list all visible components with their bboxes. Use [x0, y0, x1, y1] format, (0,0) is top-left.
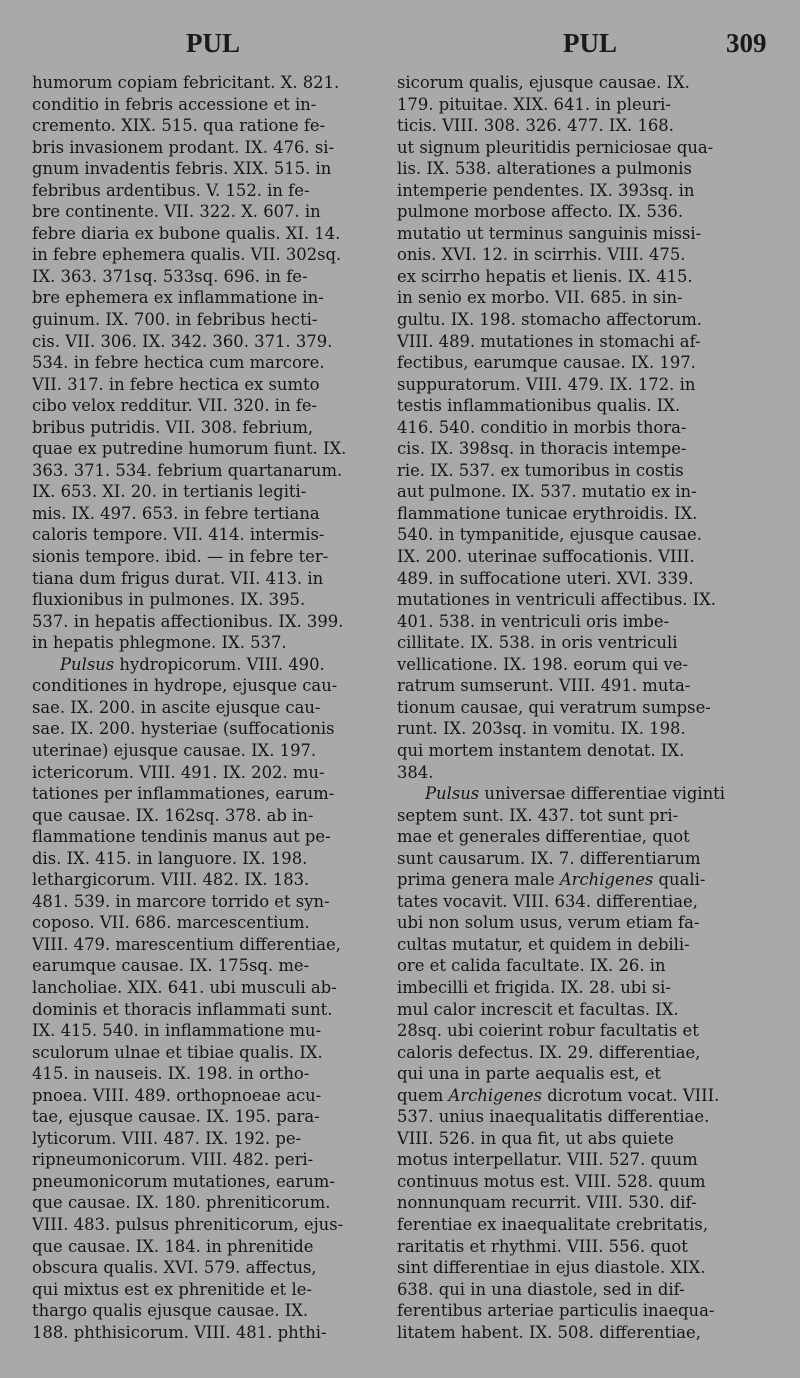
text-line: intemperie pendentes. IX. 393sq. in	[397, 180, 695, 200]
text-line: 415. in nauseis. IX. 198. in ortho-	[32, 1064, 310, 1084]
running-header-left: PUL	[186, 28, 240, 58]
right-column	[397, 72, 769, 1343]
text-line: que causae. IX. 162sq. 378. ab in-	[32, 805, 314, 825]
text-line: obscura qualis. XVI. 579. affectus,	[32, 1258, 317, 1278]
text-line: 28sq. ubi coierint robur facultatis et	[397, 1021, 699, 1041]
text-line: qui mortem instantem denotat. IX.	[397, 740, 685, 760]
text-line: IX. 363. 371sq. 533sq. 696. in fe-	[32, 266, 308, 286]
text-line: conditiones in hydrope, ejusque cau-	[32, 676, 338, 696]
text-line: pulmone morbose affecto. IX. 536.	[397, 202, 684, 222]
text-line: cillitate. IX. 538. in oris ventriculi	[397, 633, 678, 653]
text-line: 363. 371. 534. febrium quartanarum.	[32, 460, 343, 480]
text-line: 384.	[397, 762, 434, 782]
text-line: 638. qui in una diastole, sed in dif-	[397, 1279, 685, 1299]
text-line: dominis et thoracis inflammati sunt.	[32, 999, 333, 1019]
text-line: quem Archigenes dicrotum vocat. VIII.	[397, 1085, 720, 1105]
text-line: bris invasionem prodant. IX. 476. si-	[32, 137, 335, 157]
text-line: 489. in suffocatione uteri. XVI. 339.	[397, 568, 694, 588]
text-line: humorum copiam febricitant. X. 821.	[32, 73, 340, 92]
left-column	[32, 72, 398, 1343]
text-line: prima genera male Archigenes quali-	[397, 870, 706, 890]
text-line: uterinae) ejusque causae. IX. 197.	[32, 740, 317, 760]
text-line: runt. IX. 203sq. in vomitu. IX. 198.	[397, 719, 686, 739]
text-line: imbecilli et frigida. IX. 28. ubi si-	[397, 977, 671, 997]
text-line: sicorum qualis, ejusque causae. IX.	[397, 73, 690, 92]
text-line: raritatis et rhythmi. VIII. 556. quot	[397, 1236, 688, 1256]
text-line: caloris tempore. VII. 414. intermis-	[32, 525, 325, 545]
text-line: pnoea. VIII. 489. orthopnoeae acu-	[32, 1085, 322, 1105]
text-line: vellicatione. IX. 198. eorum qui ve-	[397, 654, 688, 674]
running-header-right: PUL	[563, 28, 617, 58]
text-line: mae et generales differentiae, quot	[397, 827, 690, 847]
text-line: gultu. IX. 198. stomacho affectorum.	[397, 310, 703, 330]
text-line: suppuratorum. VIII. 479. IX. 172. in	[397, 374, 696, 394]
text-line: in hepatis phlegmone. IX. 537.	[32, 633, 287, 653]
text-line: thargo qualis ejusque causae. IX.	[32, 1301, 309, 1321]
text-line: Pulsus hydropicorum. VIII. 490.	[60, 654, 325, 674]
text-line: 540. in tympanitide, ejusque causae.	[397, 525, 702, 545]
text-line: tationes per inflammationes, earum-	[32, 784, 335, 804]
text-line: 188. phthisicorum. VIII. 481. phthi-	[32, 1322, 327, 1342]
text-line: sint differentiae in ejus diastole. XIX.	[397, 1258, 706, 1278]
text-line: 401. 538. in ventriculi oris imbe-	[397, 611, 670, 631]
text-line: mul calor increscit et facultas. IX.	[397, 999, 679, 1019]
text-line: ex scirrho hepatis et lienis. IX. 415.	[397, 266, 693, 286]
text-line: pneumonicorum mutationes, earum-	[32, 1171, 335, 1191]
text-line: sculorum ulnae et tibiae qualis. IX.	[32, 1042, 323, 1062]
text-line: mutationes in ventriculi affectibus. IX.	[397, 590, 717, 610]
text-line: in febre ephemera qualis. VII. 302sq.	[32, 245, 342, 265]
text-line: flammatione tendinis manus aut pe-	[32, 827, 331, 847]
text-line: tionum causae, qui veratrum sumpse-	[397, 697, 711, 717]
text-line: mutatio ut terminus sanguinis missi-	[397, 223, 702, 243]
text-line: 481. 539. in marcore torrido et syn-	[32, 891, 330, 911]
text-line: que causae. IX. 180. phreniticorum.	[32, 1193, 331, 1213]
text-line: fectibus, earumque causae. IX. 197.	[397, 353, 696, 373]
text-line: qui mixtus est ex phrenitide et le-	[32, 1279, 312, 1299]
text-line: tates vocavit. VIII. 634. differentiae,	[397, 891, 698, 911]
text-line: VIII. 526. in qua fit, ut abs quiete	[397, 1128, 674, 1148]
text-line: coposo. VII. 686. marcescentium.	[32, 913, 310, 933]
text-line: ore et calida facultate. IX. 26. in	[397, 956, 666, 976]
text-line: mis. IX. 497. 653. in febre tertiana	[32, 503, 320, 523]
text-line: gnum invadentis febris. XIX. 515. in	[32, 159, 332, 179]
text-line: sae. IX. 200. in ascite ejusque cau-	[32, 697, 321, 717]
text-line: febre diaria ex bubone qualis. XI. 14.	[32, 223, 341, 243]
text-line: 534. in febre hectica cum marcore.	[32, 353, 325, 373]
text-line: 537. in hepatis affectionibus. IX. 399.	[32, 611, 344, 631]
text-line: 179. pituitae. XIX. 641. in pleuri-	[397, 94, 671, 114]
text-line: Pulsus universae differentiae viginti	[425, 784, 725, 804]
text-line: bre continente. VII. 322. X. 607. in	[32, 202, 321, 222]
text-line: ratrum sumserunt. VIII. 491. muta-	[397, 676, 691, 696]
text-line: sae. IX. 200. hysteriae (suffocationis	[32, 719, 335, 739]
text-line: conditio in febris accessione et in-	[32, 94, 317, 114]
text-line: VIII. 489. mutationes in stomachi af-	[397, 331, 701, 351]
text-line: bribus putridis. VII. 308. febrium,	[32, 417, 314, 437]
text-line: que causae. IX. 184. in phrenitide	[32, 1236, 314, 1256]
text-line: ferentibus arteriae particulis inaequa-	[397, 1301, 715, 1321]
text-line: ut signum pleuritidis perniciosae qua-	[397, 137, 714, 157]
text-line: flammatione tunicae erythroidis. IX.	[397, 503, 698, 523]
text-line: nonnunquam recurrit. VIII. 530. dif-	[397, 1193, 697, 1213]
text-line: motus interpellatur. VIII. 527. quum	[397, 1150, 698, 1170]
text-line: aut pulmone. IX. 537. mutatio ex in-	[397, 482, 697, 502]
text-line: tiana dum frigus durat. VII. 413. in	[32, 568, 324, 588]
text-line: lethargicorum. VIII. 482. IX. 183.	[32, 870, 310, 890]
text-line: quae ex putredine humorum fiunt. IX.	[32, 439, 347, 459]
text-line: lyticorum. VIII. 487. IX. 192. pe-	[32, 1128, 302, 1148]
text-line: tae, ejusque causae. IX. 195. para-	[32, 1107, 320, 1127]
text-line: IX. 653. XI. 20. in tertianis legiti-	[32, 482, 307, 502]
text-line: ticis. VIII. 308. 326. 477. IX. 168.	[397, 116, 674, 136]
text-line: lis. IX. 538. alterationes a pulmonis	[397, 159, 692, 179]
text-line: IX. 415. 540. in inflammatione mu-	[32, 1021, 322, 1041]
text-line: ripneumonicorum. VIII. 482. peri-	[32, 1150, 314, 1170]
text-line: fluxionibus in pulmones. IX. 395.	[32, 590, 306, 610]
text-line: sionis tempore. ibid. — in febre ter-	[32, 547, 329, 567]
text-line: cis. IX. 398sq. in thoracis intempe-	[397, 439, 687, 459]
text-line: onis. XVI. 12. in scirrhis. VIII. 475.	[397, 245, 686, 265]
text-line: in senio ex morbo. VII. 685. in sin-	[397, 288, 683, 308]
text-line: cultas mutatur, et quidem in debili-	[397, 934, 690, 954]
text-line: septem sunt. IX. 437. tot sunt pri-	[397, 805, 679, 825]
text-line: febribus ardentibus. V. 152. in fe-	[32, 180, 310, 200]
text-line: ferentiae ex inaequalitate crebritatis,	[397, 1214, 709, 1234]
text-line: ictericorum. VIII. 491. IX. 202. mu-	[32, 762, 325, 782]
text-line: bre ephemera ex inflammatione in-	[32, 288, 324, 308]
text-line: dis. IX. 415. in languore. IX. 198.	[32, 848, 308, 868]
text-line: continuus motus est. VIII. 528. quum	[397, 1171, 706, 1191]
text-line: earumque causae. IX. 175sq. me-	[32, 956, 310, 976]
text-line: qui una in parte aequalis est, et	[397, 1064, 662, 1084]
text-line: lancholiae. XIX. 641. ubi musculi ab-	[32, 977, 337, 997]
text-line: VII. 317. in febre hectica ex sumto	[32, 374, 320, 394]
text-line: sunt causarum. IX. 7. differentiarum	[397, 848, 701, 868]
text-line: cremento. XIX. 515. qua ratione fe-	[32, 116, 326, 136]
text-line: caloris defectus. IX. 29. differentiae,	[397, 1042, 701, 1062]
text-line: ubi non solum usus, verum etiam fa-	[397, 913, 700, 933]
text-line: IX. 200. uterinae suffocationis. VIII.	[397, 547, 695, 567]
text-line: litatem habent. IX. 508. differentiae,	[397, 1322, 701, 1342]
text-line: cibo velox redditur. VII. 320. in fe-	[32, 396, 318, 416]
text-line: guinum. IX. 700. in febribus hecti-	[32, 310, 318, 330]
text-line: VIII. 483. pulsus phreniticorum, ejus-	[32, 1214, 344, 1234]
text-line: 416. 540. conditio in morbis thora-	[397, 417, 687, 437]
text-line: VIII. 479. marescentium differentiae,	[32, 934, 341, 954]
text-line: 537. unius inaequalitatis differentiae.	[397, 1107, 710, 1127]
text-line: testis inflammationibus qualis. IX.	[397, 396, 681, 416]
page-number: 309	[726, 28, 767, 58]
text-line: cis. VII. 306. IX. 342. 360. 371. 379.	[32, 331, 333, 351]
text-line: rie. IX. 537. ex tumoribus in costis	[397, 460, 684, 480]
